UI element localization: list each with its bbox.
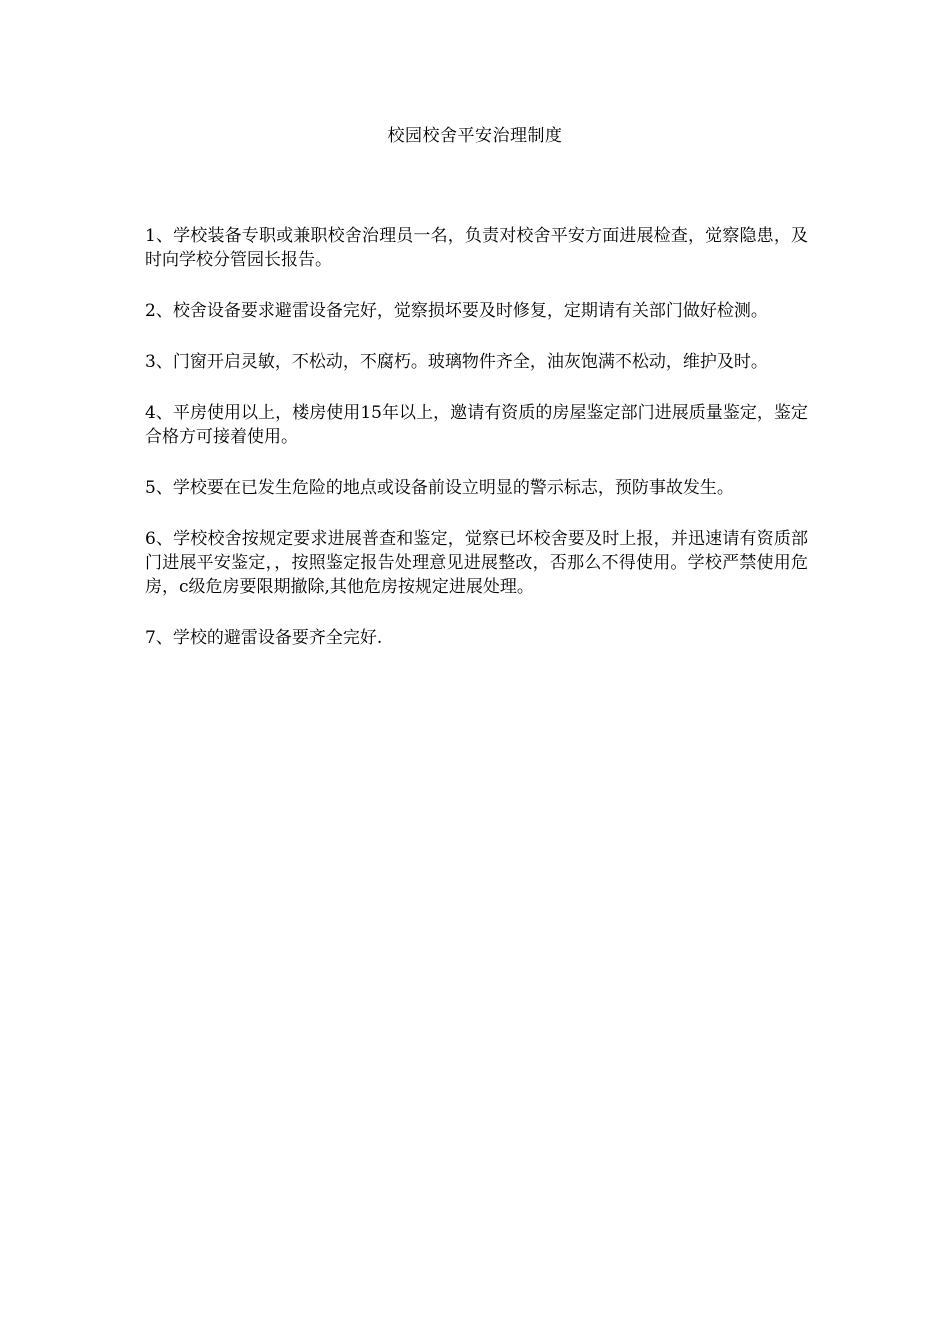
paragraph-7: 7、学校的避雷设备要齐全完好. [145, 628, 383, 648]
paragraph-3: 3、门窗开启灵敏，不松动，不腐朽。玻璃物件齐全，油灰饱满不松动，维护及时。 [145, 352, 768, 372]
paragraph-6: 6、学校校舍按规定要求进展普查和鉴定，觉察已坏校舍要及时上报，并迅速请有资质部门进展平安鉴定，，按照鉴定报告处理意见进展整改，否那么不得使用。学校严禁使用危房，c级危房要限期撤除,其他危房按规定进展处理。 [145, 529, 808, 597]
paragraph-1: 1、学校装备专职或兼职校舍治理员一名，负责对校舍平安方面进展检查，觉察隐患，及时向学校分管园长报告。 [145, 226, 808, 270]
paragraph-5: 5、学校要在已发生危险的地点或设备前设立明显的警示标志，预防事故发生。 [145, 478, 734, 498]
paragraph-2: 2、校舍设备要求避雷设备完好，觉察损坏要及时修复，定期请有关部门做好检测。 [145, 301, 768, 321]
document-title: 校园校舍平安治理制度 [387, 126, 563, 146]
paragraph-4: 4、平房使用以上，楼房使用15年以上，邀请有资质的房屋鉴定部门进展质量鉴定，鉴定合格方可接着使用。 [145, 403, 808, 447]
document-body [145, 224, 808, 677]
